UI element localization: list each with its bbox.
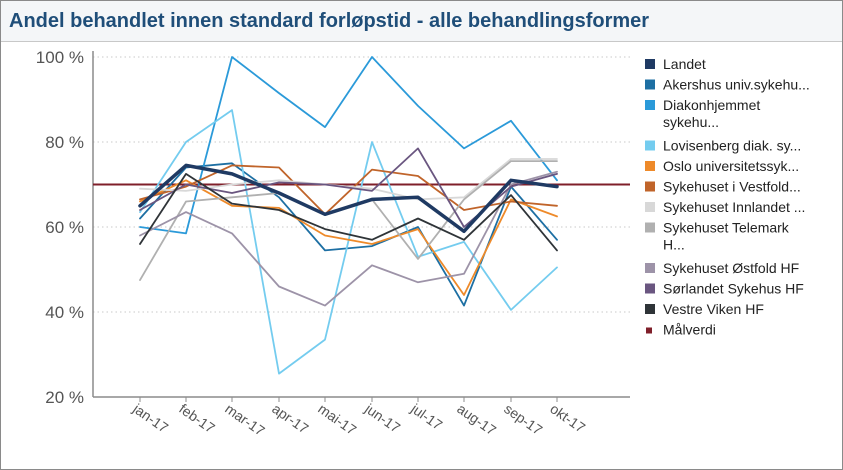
legend-swatch <box>645 284 655 294</box>
legend-swatch <box>645 304 655 314</box>
legend-swatch-target <box>646 328 652 334</box>
x-tick-label: feb-17 <box>176 400 218 437</box>
legend-label: Akershus univ.sykehu... <box>663 76 810 93</box>
x-tick-label: mar-17 <box>222 400 268 439</box>
legend-swatch <box>645 100 655 110</box>
legend-label: Sykehuset i Vestfold... <box>663 178 801 195</box>
legend-label: Lovisenberg diak. sy... <box>663 137 802 154</box>
legend-label: Oslo universitetssyk... <box>663 158 800 174</box>
legend-label: Sykehuset Østfold HF <box>663 260 800 276</box>
legend-label: Sykehuset Innlandet ... <box>663 199 806 215</box>
legend-label: Sørlandet Sykehus HF <box>663 280 804 297</box>
legend-swatch <box>645 223 655 233</box>
legend-label: Vestre Viken HF <box>663 301 764 317</box>
chart-title: Andel behandlet innen standard forløpstid - alle behandlingsformer <box>9 10 650 32</box>
legend-swatch <box>645 161 655 171</box>
legend-label-target: Målverdi <box>663 321 716 338</box>
legend-label: Sykehuset Telemark <box>663 219 789 236</box>
legend-swatch <box>645 182 655 192</box>
legend-swatch <box>645 141 655 151</box>
x-tick-label: jan-17 <box>130 400 172 436</box>
legend-swatch <box>645 59 655 69</box>
legend-swatch <box>645 202 655 212</box>
y-tick-label: 60 % <box>45 218 84 237</box>
legend-swatch <box>645 80 655 90</box>
legend-label: H... <box>663 236 685 253</box>
x-tick-label: aug-17 <box>454 400 500 439</box>
y-tick-label: 40 % <box>45 303 84 322</box>
legend-label: Landet <box>663 56 706 72</box>
x-tick-label: okt-17 <box>547 400 589 436</box>
x-tick-label: jul-17 <box>408 400 446 434</box>
y-tick-label: 100 % <box>35 48 84 67</box>
x-tick-label: apr-17 <box>269 400 312 437</box>
legend-swatch <box>645 263 655 273</box>
y-tick-label: 20 % <box>45 388 84 407</box>
x-tick-label: sep-17 <box>501 400 546 439</box>
x-tick-label: mai-17 <box>315 400 360 439</box>
legend-label: Diakonhjemmet <box>663 97 761 113</box>
series-line <box>140 110 557 374</box>
x-tick-label: jun-17 <box>362 400 404 436</box>
y-tick-label: 80 % <box>45 133 84 152</box>
legend-label: sykehu... <box>663 114 720 130</box>
